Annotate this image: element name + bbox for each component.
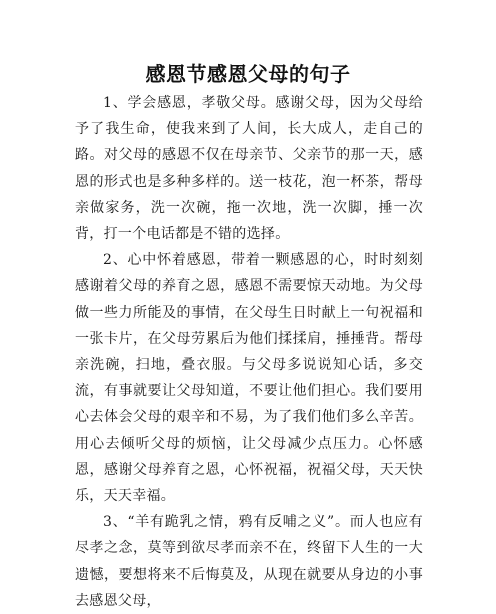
document-body [75,90,423,614]
paragraph-1: 1、学会感恩，孝敬父母。感谢父母，因为父母给予了我生命，使我来到了人间，长大成人，走自己的路。对父母的感恩不仅在母亲节、父亲节的那一天，感恩的形式也是多种多样的。送一枝花，泡一杯茶，帮母亲做家务，洗一次碗，拖一次地，洗一次脚，捶一次背，打一个电话都是不错的选择。 [75,95,423,243]
paragraph-2: 2、心中怀着感恩，带着一颗感恩的心，时时刻刻感谢着父母的养育之恩，感恩不需要惊天动地。为父母做一些力所能及的事情，在父母生日时献上一句祝福和一张卡片，在父母劳累后为他们揉揉肩，捶捶背。帮母亲洗碗，扫地，叠衣服。与父母多说说知心话，多交流，有事就要让父母知道，不要让他们担心。我们要用心去体会父母的艰辛和不易，为了我们他们多么辛苦。用心去倾听父母的烦恼，让父母减少点压力。心怀感恩，感谢父母养育之恩，心怀祝福，祝福父母，天天快乐，天天幸福。 [75,252,423,505]
paragraph-3: 3、“羊有跪乳之情，鸦有反哺之义”。而人也应有尽孝之念，莫等到欲尽孝而亲不在，终留下人生的一大遗憾，要想将来不后悔莫及，从现在就要从身边的小事去感恩父母， [75,514,423,609]
document-title: 感恩节感恩父母的句子 [145,62,351,86]
